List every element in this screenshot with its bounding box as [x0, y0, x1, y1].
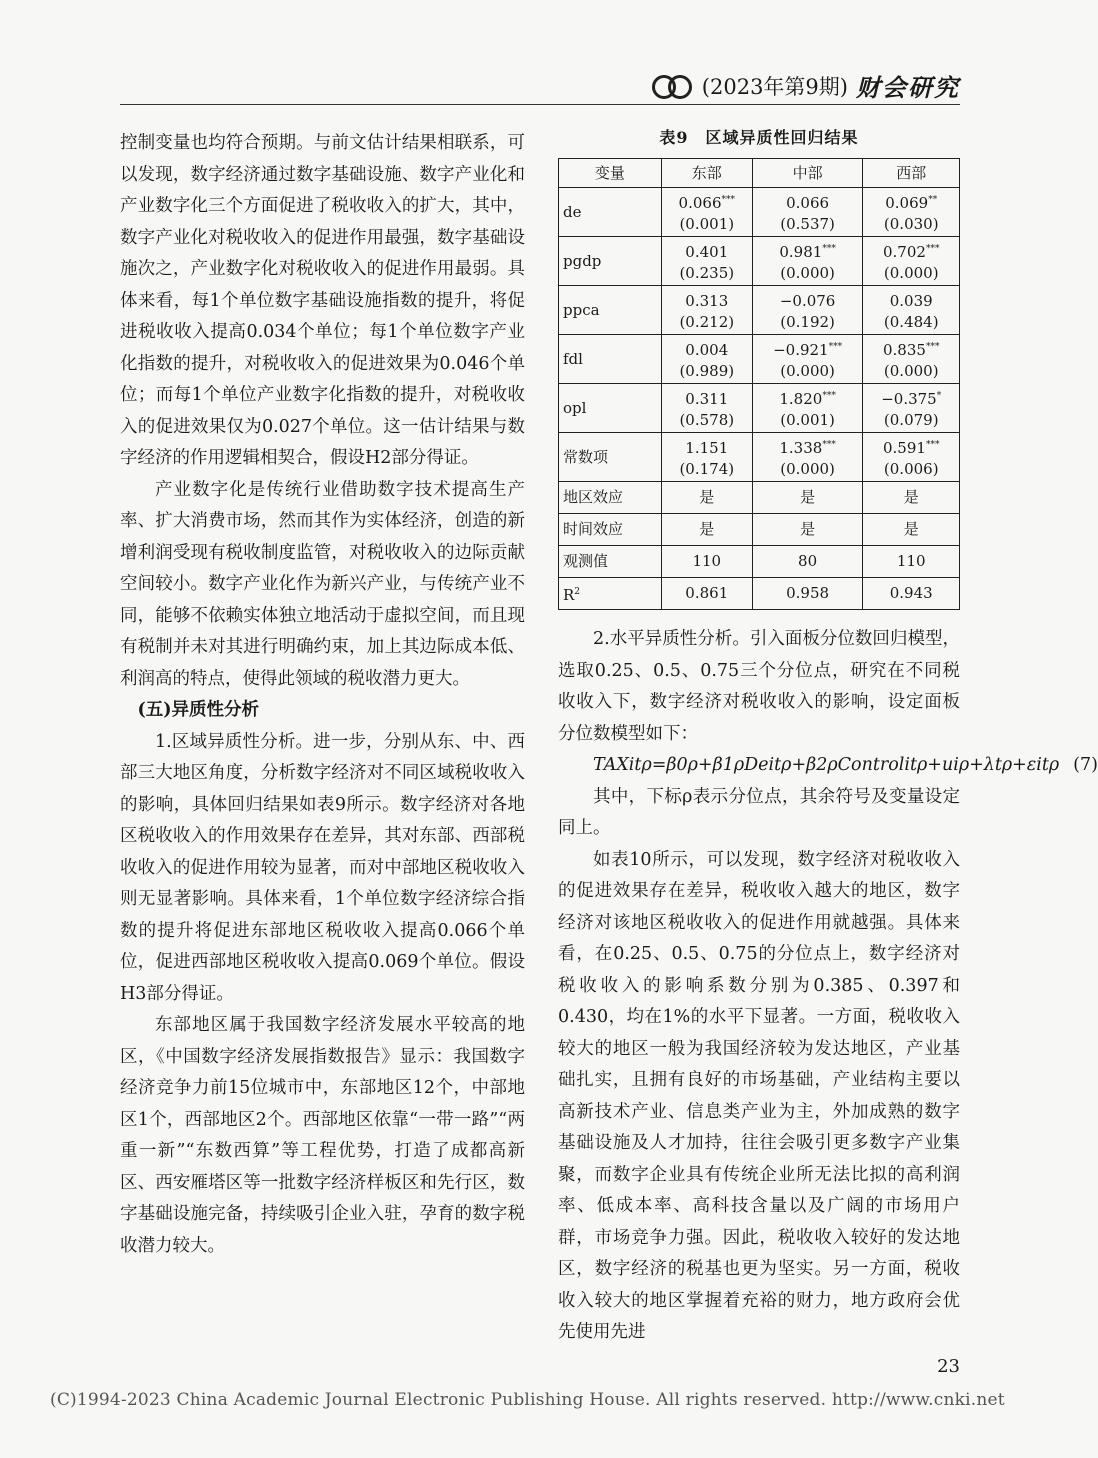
coefficient-value: 0.066: [786, 193, 830, 212]
variable-cell: 常数项: [559, 433, 662, 482]
variable-cell: 观测值: [559, 546, 662, 578]
table-row: [559, 546, 960, 578]
coefficient-value: 0.835: [883, 340, 926, 359]
p-value: (0.001): [679, 214, 735, 233]
header-divider: [120, 104, 960, 105]
header-cell: 变量: [559, 159, 662, 188]
header-cell: 西部: [863, 159, 960, 188]
paragraph: 1.区域异质性分析。进一步，分别从东、中、西部三大地区角度，分析数字经济对不同区域税收收入的影响，具体回归结果如表9所示。数字经济对各地区税收收入的作用效果存在差异，其对东部、西部税收收入的促进作用较为显著，而对中部地区税收收入则无显著影响。具体来看，1个单位数字经济综合指数的提升将促进东部地区税收收入提高0.066个单位，促进西部地区税收收入提高0.069个单位。假设H3部分得证。: [120, 731, 525, 1004]
coefficient-value: 1.820: [779, 389, 823, 408]
coefficient-value: 0.039: [889, 291, 933, 310]
coefficient-cell: [661, 384, 752, 433]
value-cell: 0.943: [863, 578, 960, 610]
paragraph: 如表10所示，可以发现，数字经济对税收收入的促进效果存在差异，税收收入越大的地区，数字经济对该地区税收收入的促进作用就越强。具体来看，在0.25、0.5、0.75的分位点上，数字经济对税收收入的影响系数分别为0.385、0.397和0.430，均在1%的水平下显著。一方面，税收收入较大的地区一般为我国经济较为发达地区，产业基础扎实，且拥有良好的市场基础，产业结构主要以高新技术产业、信息类产业为主，外加成熟的数字基础设施及人才加持，往往会吸引更多数字产业集聚，而数字企业具有传统企业所无法比拟的高利润率、低成本率、高科技含量以及广阔的市场用户群，市场竞争力强。因此，税收收入较好的发达地区，数字经济的税基也更为坚实。另一方面，税收收入较大的地区掌握着充裕的财力，地方政府会优先使用先进: [558, 849, 960, 1342]
p-value: (0.537): [780, 214, 835, 233]
header-cell: 中部: [752, 159, 863, 188]
table-row: [559, 433, 960, 482]
coefficient-value: 0.401: [685, 242, 729, 261]
value-cell: 110: [863, 546, 960, 578]
significance-stars: ***: [822, 439, 836, 450]
p-value: (0.001): [780, 410, 835, 429]
coefficient-value: 0.313: [685, 291, 729, 310]
significance-stars: ***: [925, 439, 940, 450]
table-row: [559, 335, 960, 384]
coefficient-value: −0.921: [773, 340, 829, 359]
p-value: (0.006): [883, 459, 939, 478]
header-cell: 东部: [661, 159, 752, 188]
value-cell: 80: [752, 546, 863, 578]
coefficient-value: 0.311: [685, 389, 729, 408]
p-value: (0.000): [780, 361, 835, 380]
table-row: [559, 188, 960, 237]
regression-table: [558, 158, 960, 610]
variable-cell: ppca: [559, 286, 662, 335]
journal-banner: [650, 68, 960, 103]
equation-number: (7): [1073, 755, 1098, 775]
coefficient-cell: [752, 384, 863, 433]
variable-cell: fdl: [559, 335, 662, 384]
p-value: (0.000): [780, 459, 835, 478]
table-header-row: [559, 159, 960, 188]
coefficient-value: 1.151: [685, 438, 729, 457]
table-row: [559, 384, 960, 433]
p-value: (0.989): [679, 361, 735, 380]
variable-cell: $R^2$: [559, 578, 662, 610]
value-cell: 是: [661, 482, 752, 514]
coefficient-cell: [752, 286, 863, 335]
p-value: (0.079): [883, 410, 939, 429]
significance-stars: ***: [925, 243, 940, 254]
coefficient-cell: [752, 188, 863, 237]
significance-stars: ***: [828, 341, 843, 352]
table-row: [559, 286, 960, 335]
variable-cell: 地区效应: [559, 482, 662, 514]
coefficient-cell: [661, 237, 752, 286]
coefficient-cell: [661, 188, 752, 237]
significance-stars: **: [928, 194, 938, 205]
p-value: (0.212): [679, 312, 735, 331]
journal-name: 财会研究: [856, 73, 960, 102]
value-cell: 是: [863, 482, 960, 514]
p-value: (0.174): [679, 459, 735, 478]
coefficient-value: 0.981: [779, 242, 823, 261]
coefficient-cell: [863, 384, 960, 433]
coefficient-cell: [752, 237, 863, 286]
table-caption: 表9 区域异质性回归结果: [659, 128, 859, 147]
paragraph: 控制变量也均符合预期。与前文估计结果相联系，可以发现，数字经济通过数字基础设施、数字产业化和产业数字化三个方面促进了税收收入的扩大，其中，数字产业化对税收收入的促进作用最强，数字基础设施次之，产业数字化对税收收入的促进作用最弱。具体来看，每1个单位数字基础设施指数的提升，将促进税收收入提高0.034个单位；每1个单位数字产业化指数的提升，对税收收入的促进效果为0.046个单位；而每1个单位产业数字化指数的提升，对税收收入的促进效果仅为0.027个单位。这一估计结果与数字经济的作用逻辑相契合，假设H2部分得证。: [120, 133, 525, 468]
paragraph: 东部地区属于我国数字经济发展水平较高的地区，《中国数字经济发展指数报告》显示：我国数字经济竞争力前15位城市中，东部地区12个，中部地区1个，西部地区2个。西部地区依靠“一带一路”“两重一新”“东数西算”等工程优势，打造了成都高新区、西安雁塔区等一批数字经济样板区和先行区，数字基础设施完备，持续吸引企业入驻，孕育的数字税收潜力较大。: [120, 1015, 525, 1256]
right-column: [558, 128, 1098, 1349]
coefficient-value: 0.066: [678, 193, 722, 212]
table-row: [559, 514, 960, 546]
coefficient-value: −0.375: [881, 389, 937, 408]
coefficient-cell: [863, 237, 960, 286]
variable-cell: de: [559, 188, 662, 237]
paragraph: 产业数字化是传统行业借助数字技术提高生产率、扩大消费市场，然而其作为实体经济，创造的新增利润受现有税收制度监管，对税收收入的边际贡献空间较小。数字产业化作为新兴产业，与传统产业不同，能够不依赖实体独立地活动于虚拟空间，而且现有税制并未对其进行明确约束，加上其边际成本低、利润高的特点，使得此领域的税收潜力更大。: [120, 479, 525, 689]
coefficient-value: 1.338: [779, 438, 823, 457]
page-number: 23: [937, 1356, 960, 1377]
significance-stars: *: [936, 390, 942, 401]
table-row: [559, 237, 960, 286]
p-value: (0.000): [780, 263, 835, 282]
value-cell: 是: [863, 514, 960, 546]
coefficient-cell: [661, 433, 752, 482]
significance-stars: ***: [822, 390, 836, 401]
left-column: [120, 128, 525, 1262]
copyright-footer: (C)1994-2023 China Academic Journal Electronic Publishing House. All rights reserved. http://www.cnki.net: [50, 1390, 1005, 1410]
value-cell: 是: [661, 514, 752, 546]
formula-7: [558, 750, 1098, 782]
p-value: (0.235): [679, 263, 735, 282]
p-value: (0.000): [883, 263, 939, 282]
value-cell: 是: [752, 514, 863, 546]
paragraph: 2.水平异质性分析。引入面板分位数回归模型，选取0.25、0.5、0.75三个分位点，研究在不同税收收入下，数字经济对税收收入的影响，设定面板分位数模型如下：: [558, 629, 960, 744]
p-value: (0.578): [679, 410, 735, 429]
coefficient-cell: [863, 188, 960, 237]
page-header: [120, 68, 960, 104]
table-row: [559, 578, 960, 610]
significance-stars: ***: [925, 341, 940, 352]
coefficient-value: 0.702: [883, 242, 926, 261]
p-value: (0.000): [883, 361, 939, 380]
coefficient-value: 0.004: [685, 340, 729, 359]
coefficient-cell: [863, 335, 960, 384]
value-cell: 0.861: [661, 578, 752, 610]
coefficient-cell: [661, 286, 752, 335]
coefficient-cell: [752, 335, 863, 384]
section-heading: (五)异质性分析: [137, 700, 260, 720]
variable-cell: 时间效应: [559, 514, 662, 546]
coefficient-value: 0.069: [885, 193, 929, 212]
p-value: (0.030): [883, 214, 939, 233]
p-value: (0.192): [780, 312, 835, 331]
journal-logo-icon: [650, 73, 694, 99]
coefficient-cell: [863, 286, 960, 335]
coefficient-cell: [661, 335, 752, 384]
value-cell: 110: [661, 546, 752, 578]
paragraph: 其中，下标ρ表示分位点，其余符号及变量设定同上。: [558, 786, 960, 838]
coefficient-cell: [863, 433, 960, 482]
significance-stars: ***: [721, 194, 735, 205]
p-value: (0.484): [883, 312, 939, 331]
coefficient-value: −0.076: [779, 291, 836, 310]
significance-stars: ***: [822, 243, 836, 254]
table-row: [559, 482, 960, 514]
variable-cell: pgdp: [559, 237, 662, 286]
value-cell: 是: [752, 482, 863, 514]
coefficient-value: 0.591: [883, 438, 926, 457]
value-cell: 0.958: [752, 578, 863, 610]
formula-text: TAXitρ=β0ρ+β1ρDeitρ+β2ρControlitρ+uiρ+λtρ+εitρ: [593, 755, 1060, 775]
variable-cell: opl: [559, 384, 662, 433]
issue-label: (2023年第9期): [701, 74, 848, 99]
coefficient-cell: [752, 433, 863, 482]
